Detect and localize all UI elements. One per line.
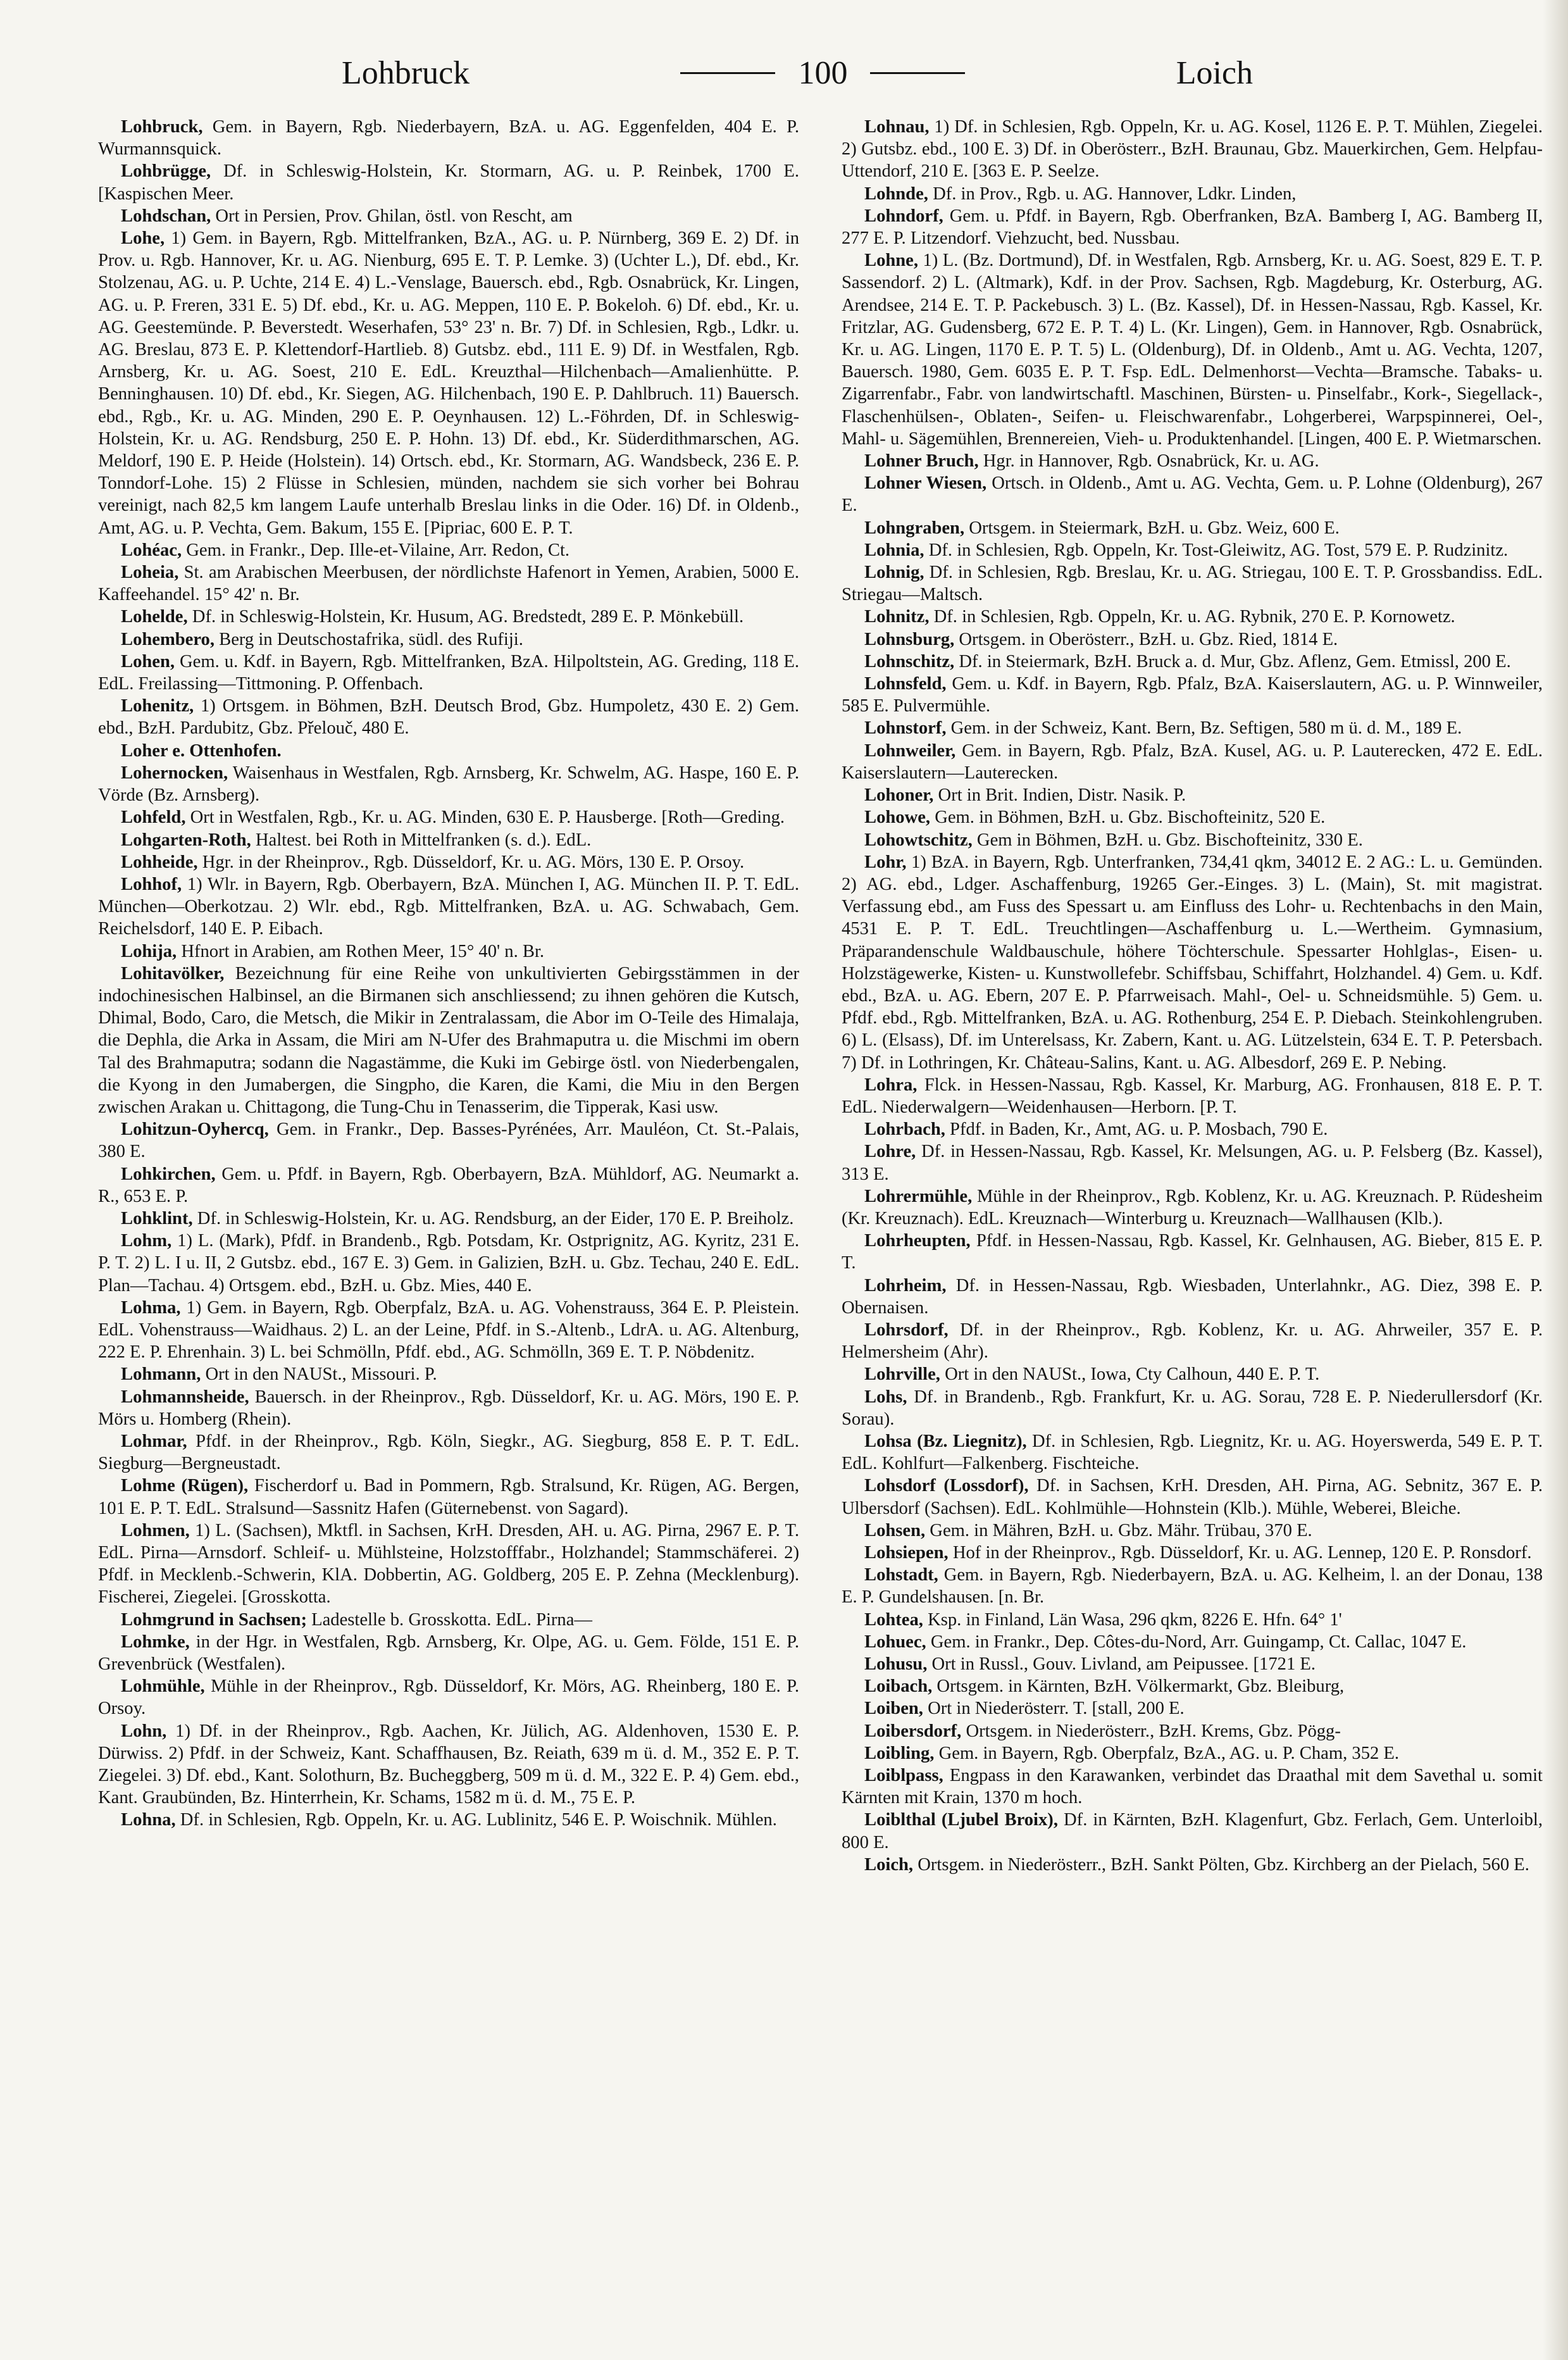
entry-text: Ksp. in Finland, Län Wasa, 296 qkm, 8226 E. Hfn. 64° 1' xyxy=(923,1609,1342,1630)
entry-text: 1) L. (Mark), Pfdf. in Brandenb., Rgb. Potsdam, Kr. Ostprignitz, AG. Kyritz, 231 E. P. T. 2) L. I u. II, 2 Gutsbz. ebd., 167 E. 3) Gem. in Galizien, BzH. u. Gbz. Techau, 240 E. EdL. Plan—Tachau. 4) Ortsgem. ebd., BzH. u. Gbz. Mies, 440 E. xyxy=(98,1231,799,1296)
dictionary-entry xyxy=(98,561,799,606)
dictionary-entry xyxy=(842,851,1543,1074)
dictionary-entry xyxy=(98,1520,799,1609)
entry-headword: Lohner Bruch, xyxy=(864,451,979,471)
entry-text: Df. in Steiermark, BzH. Bruck a. d. Mur, Gbz. Aflenz, Gem. Etmissl, 200 E. xyxy=(954,651,1511,671)
entry-headword: Lohnstorf, xyxy=(864,718,947,739)
dictionary-entry xyxy=(98,695,799,739)
dictionary-entry xyxy=(98,1675,799,1720)
dictionary-entry xyxy=(842,116,1543,183)
entry-text: Df. in Schleswig-Holstein, Kr. u. AG. Rendsburg, an der Eider, 170 E. P. Breiholz. xyxy=(192,1208,794,1228)
dictionary-entry xyxy=(98,851,799,873)
entry-headword: Lohitavölker, xyxy=(121,963,225,983)
dictionary-entry xyxy=(842,829,1543,851)
dictionary-entry xyxy=(98,1208,799,1230)
entry-text: Ortsgem. in Steiermark, BzH. u. Gbz. Weiz, 600 E. xyxy=(964,518,1340,538)
dictionary-entry xyxy=(98,740,799,762)
entry-headword: Loibach, xyxy=(864,1676,933,1697)
entry-headword: Lohembero, xyxy=(121,629,215,649)
entry-text: Flck. in Hessen-Nassau, Rgb. Kassel, Kr. Marburg, AG. Fronhausen, 818 E. P. T. EdL. Niederwalgern—Weidenhausen—Herborn. [P. T. xyxy=(842,1075,1543,1117)
page-edge-shadow xyxy=(1543,0,1568,2360)
header-last-entry: Loich xyxy=(1176,54,1253,91)
dictionary-entry xyxy=(842,1542,1543,1564)
entry-text: Mühle in der Rheinprov., Rgb. Koblenz, Kr. u. AG. Kreuznach. P. Rüdesheim (Kr. Kreuznach). EdL. Kreuznach—Winterburg u. Kreuznach—Wallhausen (Klb.). xyxy=(842,1186,1543,1228)
dictionary-entry xyxy=(842,1275,1543,1319)
entry-text: Df. in Schleswig-Holstein, Kr. Husum, AG. Bredstedt, 289 E. P. Mönkebüll. xyxy=(187,607,744,627)
dictionary-entry xyxy=(98,762,799,806)
entry-headword: Loiblthal (Ljubel Broix), xyxy=(864,1810,1058,1830)
dictionary-entry xyxy=(842,539,1543,561)
dictionary-entry xyxy=(842,1742,1543,1764)
dictionary-entry xyxy=(98,940,799,963)
entry-headword: Lohenitz, xyxy=(121,696,194,716)
entry-text: Df. in Schlesien, Rgb. Liegnitz, Kr. u. AG. Hoyerswerda, 549 E. P. T. EdL. Kohlfurt—Falkenberg. Fischteiche. xyxy=(842,1431,1543,1474)
entry-text: Bauersch. in der Rheinprov., Rgb. Düsseldorf, Kr. u. AG. Mörs, 190 E. P. Mörs u. Homberg (Rhein). xyxy=(98,1387,799,1429)
entry-headword: Loheia, xyxy=(121,563,179,583)
dictionary-entry xyxy=(842,1475,1543,1519)
entry-headword: Lohgarten-Roth, xyxy=(121,830,251,850)
dictionary-entry xyxy=(98,1475,799,1519)
entry-headword: Lohelde, xyxy=(121,607,188,627)
entry-headword: Lohra, xyxy=(864,1075,918,1095)
entry-headword: Lohne, xyxy=(864,251,919,271)
entry-text: Ortsgem. in Niederösterr., BzH. Sankt Pölten, Gbz. Kirchberg an der Pielach, 560 E. xyxy=(913,1854,1529,1875)
dictionary-entry xyxy=(98,873,799,940)
entry-headword: Lohowtschitz, xyxy=(864,830,973,850)
entry-headword: Lohrheim, xyxy=(864,1275,947,1296)
entry-headword: Lohnsfeld, xyxy=(864,674,947,694)
dictionary-entry xyxy=(842,673,1543,717)
page-header xyxy=(342,44,1253,101)
entry-text: Haltest. bei Roth in Mittelfranken (s. d.). EdL. xyxy=(251,830,592,850)
entry-headword: Lohrermühle, xyxy=(864,1186,973,1206)
entry-text: Mühle in der Rheinprov., Rgb. Düsseldorf, Kr. Mörs, AG. Rheinberg, 180 E. P. Orsoy. xyxy=(98,1676,799,1719)
entry-text: 1) Df. in der Rheinprov., Rgb. Aachen, Kr. Jülich, AG. Aldenhoven, 1530 E. P. Dürwiss. 2) Pfdf. in der Schweiz, Kant. Schaffhausen, Bz. Reiath, 639 m ü. d. M., 352 E. P. T. Ziegelei. 3) Df. ebd., Kant. Solothurn, Bz. Bucheggberg, 509 m ü. d. M., 322 E. P. 4) Gem. ebd., Kant. Graubünden, Bz. Hinterrhein, Kr. Schams, 1582 m ü. d. M., 75 E. P. xyxy=(98,1721,799,1808)
entry-headword: Lohmannsheide, xyxy=(121,1387,249,1407)
dictionary-entry xyxy=(98,1230,799,1297)
dictionary-entry xyxy=(842,1809,1543,1853)
entry-headword: Lohner Wiesen, xyxy=(864,473,987,494)
entry-text: 1) Wlr. in Bayern, Rgb. Oberbayern, BzA. München I, AG. München II. P. T. EdL. München—Oberkotzau. 2) Wlr. ebd., Rgb. Mittelfranken, BzA. u. AG. Schwabach, Gem. Reichelsdorf, 140 E. P. Eibach. xyxy=(98,874,799,939)
entry-text: Ort in Brit. Indien, Distr. Nasik. P. xyxy=(933,785,1186,806)
dictionary-entry xyxy=(842,1764,1543,1809)
entry-text: Pfdf. in Baden, Kr., Amt, AG. u. P. Mosbach, 790 E. xyxy=(945,1120,1328,1140)
dictionary-entry xyxy=(98,1430,799,1475)
header-dash-left xyxy=(680,72,775,74)
entry-headword: Lohernocken, xyxy=(121,763,228,783)
entry-text: Gem. in Böhmen, BzH. u. Gbz. Bischofteinitz, 520 E. xyxy=(930,808,1326,828)
entry-headword: Lohéac, xyxy=(121,540,182,560)
entry-headword: Lohstadt, xyxy=(864,1565,938,1585)
entry-headword: Lohsiepen, xyxy=(864,1543,949,1563)
entry-text: Df. in Hessen-Nassau, Rgb. Wiesbaden, Unterlahnkr., AG. Diez, 398 E. P. Obernaisen. xyxy=(842,1275,1543,1318)
dictionary-entry xyxy=(98,628,799,651)
entry-headword: Lohuec, xyxy=(864,1632,926,1652)
entry-headword: Lohrville, xyxy=(864,1364,940,1385)
entry-headword: Lohma, xyxy=(121,1297,181,1318)
entry-headword: Lohngraben, xyxy=(864,518,965,538)
entry-text: 1) Gem. in Bayern, Rgb. Mittelfranken, BzA., AG. u. P. Nürnberg, 369 E. 2) Df. in Prov. u. Rgb. Hannover, Kr. u. AG. Nienburg, 695 E. T. P. Lemke. 3) (Uchter L.), Df. ebd., Kr. Stolzenau, AG. u. P. Uchte, 214 E. 4) L.-Venslage, Bauersch. ebd., Rgb. Osnabrück, Kr. Lingen, AG. u. P. Freren, 331 E. 5) Df. ebd., Kr. u. AG. Meppen, 110 E. P. Bokeloh. 6) Df. ebd., Kr. u. AG. Geestemünde. P. Beverstedt. Weserhafen, 53° 23' n. Br. 7) Df. in Schlesien, Rgb., Ldkr. u. AG. Breslau, 873 E. P. Klettendorf-Hartlieb. 8) Gutsbz. ebd., 111 E. 9) Df. in Westfalen, Rgb. Arnsberg, Kr. u. AG. Soest, 210 E. EdL. Kreuzthal—Hilchenbach—Amalienhütte. P. Benninghausen. 10) Df. ebd., Kr. Siegen, AG. Hilchenbach, 190 E. P. Dahlbruch. 11) Bauersch. ebd., Rgb., Kr. u. AG. Minden, 290 E. P. Oeynhausen. 12) L.-Föhrden, Df. in Schleswig-Holstein, Kr. u. AG. Rendsburg, 250 E. P. Hohn. 13) Df. ebd., Kr. Süderdithmarschen, AG. Meldorf, 190 E. P. Heide (Holstein). 14) Ortsch. ebd., Kr. Stormarn, AG. Wandsbeck, 236 E. P. Tonndorf-Lohe. 15) 2 Flüsse in Schlesien, münden, nachdem sie sich vorher bei Bohrau vereinigt, nach 82,5 km langem Laufe unterhalb Breslau links in die Oder. 16) Df. in Oldenb., Amt, AG. u. P. Vechta, Gem. Bakum, 155 E. [Pipriac, 600 E. P. T. xyxy=(98,228,799,538)
dictionary-entry xyxy=(842,1564,1543,1608)
entry-headword: Lohmühle, xyxy=(121,1676,205,1697)
entry-headword: Lohmke, xyxy=(121,1632,190,1652)
dictionary-entry xyxy=(842,651,1543,673)
dictionary-entry xyxy=(98,160,799,204)
entry-text: Ortsch. in Oldenb., Amt u. AG. Vechta, Gem. u. P. Lohne (Oldenburg), 267 E. xyxy=(842,473,1543,516)
entry-text: Berg in Deutschostafrika, südl. des Rufiji. xyxy=(215,629,523,649)
entry-headword: Lohndorf, xyxy=(864,206,943,226)
entry-text: Df. in Prov., Rgb. u. AG. Hannover, Ldkr. Linden, xyxy=(928,184,1297,204)
entry-headword: Lohdschan, xyxy=(121,206,211,226)
entry-text: Gem in Böhmen, BzH. u. Gbz. Bischofteinitz, 330 E. xyxy=(972,830,1363,850)
entry-headword: Lohfeld, xyxy=(121,808,186,828)
dictionary-entry xyxy=(842,183,1543,205)
dictionary-entry xyxy=(842,628,1543,651)
dictionary-entry xyxy=(842,1520,1543,1542)
entry-text: Engpass in den Karawanken, verbindet das Draathal mit dem Savethal u. somit Kärnten mit Krain, 1370 m hoch. xyxy=(842,1766,1543,1808)
entry-headword: Loiben, xyxy=(864,1699,923,1719)
entry-headword: Lohitzun-Oyhercq, xyxy=(121,1120,269,1140)
left-column xyxy=(98,116,799,2331)
entry-text: Df. in Schlesien, Rgb. Breslau, Kr. u. AG. Striegau, 100 E. T. P. Grossbandiss. EdL. Striegau—Maltsch. xyxy=(842,563,1543,605)
entry-text: Df. in der Rheinprov., Rgb. Koblenz, Kr. u. AG. Ahrweiler, 357 E. P. Helmersheim (Ahr). xyxy=(842,1320,1543,1363)
entry-text: Ortsgem. in Kärnten, BzH. Völkermarkt, Gbz. Bleiburg, xyxy=(932,1676,1345,1697)
dictionary-entry xyxy=(842,1653,1543,1675)
entry-text: Df. in Hessen-Nassau, Rgb. Kassel, Kr. Melsungen, AG. u. P. Felsberg (Bz. Kassel), 313 E. xyxy=(842,1142,1543,1184)
entry-headword: Lohbruck, xyxy=(121,117,203,137)
entry-text: Df. in Schleswig-Holstein, Kr. Stormarn, AG. u. P. Reinbek, 1700 E. [Kaspischen Meer. xyxy=(98,161,799,204)
entry-text: Pfdf. in der Rheinprov., Rgb. Köln, Siegkr., AG. Siegburg, 858 E. P. T. EdL. Siegburg—Bergneustadt. xyxy=(98,1431,799,1474)
entry-headword: Lohm, xyxy=(121,1231,172,1251)
entry-headword: Lohnsburg, xyxy=(864,629,955,649)
entry-text: Ort in Niederösterr. T. [stall, 200 E. xyxy=(923,1699,1185,1719)
entry-headword: Lohija, xyxy=(121,941,177,961)
entry-text: Df. in Sachsen, KrH. Dresden, AH. Pirna, AG. Sebnitz, 367 E. P. Ulbersdorf (Sachsen). EdL. Kohlmühle—Hohnstein (Klb.). Mühle, Weberei, Bleiche. xyxy=(842,1476,1543,1518)
entry-headword: Lohoner, xyxy=(864,785,934,806)
entry-text: Df. in Schlesien, Rgb. Oppeln, Kr. u. AG. Rybnik, 270 E. P. Kornowetz. xyxy=(929,607,1455,627)
dictionary-entry xyxy=(98,205,799,227)
entry-headword: Lohmen, xyxy=(121,1520,190,1540)
entry-text: 1) L. (Sachsen), Mktfl. in Sachsen, KrH. Dresden, AH. u. AG. Pirna, 2967 E. P. T. EdL. Pirna—Arnsdorf. Schleif- u. Mühlsteine, Holzstofffabr., Holzhandel; Stammschäferei. 2) Pfdf. in Mecklenb.-Schwerin, KlA. Dobbertin, AG. Goldberg, 205 E. P. Zehna (Mecklenburg). Fischerei, Ziegelei. [Grosskotta. xyxy=(98,1520,799,1608)
header-page-number-group xyxy=(680,54,965,92)
dictionary-entry xyxy=(842,717,1543,739)
entry-headword: Lohe, xyxy=(121,228,165,249)
dictionary-entry xyxy=(98,539,799,561)
entry-text: Ort in den NAUSt., Missouri. P. xyxy=(201,1364,437,1385)
entry-text: Waisenhaus in Westfalen, Rgb. Arnsberg, Kr. Schwelm, AG. Haspe, 160 E. P. Vörde (Bz. Arnsberg). xyxy=(98,763,799,806)
entry-text: Ort in Westfalen, Rgb., Kr. u. AG. Minden, 630 E. P. Hausberge. [Roth—Greding. xyxy=(185,808,785,828)
dictionary-entry xyxy=(842,472,1543,516)
entry-text: St. am Arabischen Meerbusen, der nördlichste Hafenort in Yemen, Arabien, 5000 E. Kaffeehandel. 15° 42' n. Br. xyxy=(98,563,799,605)
dictionary-entry xyxy=(98,116,799,160)
entry-headword: Lohnia, xyxy=(864,540,924,560)
dictionary-entry xyxy=(842,1074,1543,1118)
entry-text: Bezeichnung für eine Reihe von unkultivierten Gebirgsstämmen in der indochinesischen Halbinsel, an die Birmanen sich anschliessend; zu ihnen gehören die Kutsch, Dhimal, Bodo, Caro, die Metsch, die Mikir in Zentralassam, die Abor im O-Teile des Himalaja, die Dephla, die Arka in Assam, die Miri am N-Ufer des Brahmaputra u. die Mischmi im obern Tal des Brahmaputra; sodann die Nagastämme, die Kuki im Gebirge östl. von Niederbengalen, die Kyong in den Jumabergen, die Singpho, die Karen, die Kami, die Miu in den Bergen zwischen Arakan u. Chittagong, die Tung-Chu in Tenasserim, die Tipperak, Kasi usw. xyxy=(98,963,799,1117)
header-first-entry: Lohbruck xyxy=(342,54,470,91)
entry-headword: Lohbrügge, xyxy=(121,161,211,182)
entry-headword: Lohme (Rügen), xyxy=(121,1476,249,1496)
dictionary-entry xyxy=(842,1230,1543,1274)
dictionary-entry xyxy=(842,1675,1543,1697)
dictionary-entry xyxy=(842,740,1543,784)
entry-text: Ort in den NAUSt., Iowa, Cty Calhoun, 440 E. P. T. xyxy=(940,1364,1320,1385)
entry-text: 1) Df. in Schlesien, Rgb. Oppeln, Kr. u. AG. Kosel, 1126 E. P. T. Mühlen, Ziegelei. 2) Gutsbz. ebd., 100 E. 3) Df. in Oberösterr., BzH. Braunau, Gbz. Mauerkirchen, Gem. Helpfau-Uttendorf, 210 E. [363 E. P. Seelze. xyxy=(842,117,1543,182)
dictionary-entry xyxy=(842,249,1543,450)
dictionary-entry xyxy=(842,450,1543,472)
dictionary-entry xyxy=(842,1140,1543,1185)
right-column xyxy=(842,116,1543,2331)
entry-headword: Lohnau, xyxy=(864,117,930,137)
dictionary-entry xyxy=(842,1185,1543,1230)
entry-text: Gem. u. Kdf. in Bayern, Rgb. Mittelfranken, BzA. Hilpoltstein, AG. Greding, 118 E. EdL. Freilassing—Tittmoning. P. Offenbach. xyxy=(98,651,799,694)
header-dash-right xyxy=(870,72,965,74)
dictionary-entry xyxy=(98,227,799,539)
entry-text: Hgr. in der Rheinprov., Rgb. Düsseldorf, Kr. u. AG. Mörs, 130 E. P. Orsoy. xyxy=(197,852,745,872)
entry-headword: Lohr, xyxy=(864,852,907,872)
entry-text: Gem. in Frankr., Dep. Côtes-du-Nord, Arr. Guingamp, Ct. Callac, 1047 E. xyxy=(926,1632,1467,1652)
dictionary-entry xyxy=(842,561,1543,606)
entry-text: Gem. in Bayern, Rgb. Niederbayern, BzA. u. AG. Kelheim, l. an der Donau, 138 E. P. Gundelshausen. [n. Br. xyxy=(842,1565,1543,1608)
entry-text: 1) BzA. in Bayern, Rgb. Unterfranken, 734,41 qkm, 34012 E. 2 AG.: L. u. Gemünden. 2) AG. ebd., Ldger. Aschaffenburg, 19265 Ger.-Einges. 3) L. (Main), St. mit magistrat. Verfassung ebd., am Fuss des Spessart u. am Einfluss des Lohr- u. Rechtenbachs in den Main, 4531 E. P. T. EdL. Treuchtlingen—Aschaffenburg u. L.—Wertheim. Gymnasium, Präparandenschule Waldbauschule, höhere Töchterschule. Spessarter Hohlglas-, Eisen- u. Holzstägewerke, Kisten- u. Kunstwollefebr. Schiffsbau, Schiffahrt, Holzhandel. 4) Gem. u. Kdf. ebd., BzA. u. AG. Ebern, 207 E. P. Pfarrweisach. Mahl-, Oel- u. Schneidsmühle. 5) Gem. u. Pfdf. ebd., Rgb. Mittelfranken, BzA. u. AG. Rothenburg, 254 E. P. Diebach. Steinkohlengruben. 6) L. (Elsass), Df. im Unterelsass, Kr. Zabern, Kant. u. AG. Lützelstein, 634 E. T. P. Petersbach. 7) Df. in Lothringen, Kr. Château-Salins, Kant. u. AG. Albesdorf, 269 E. P. Nebing. xyxy=(842,852,1543,1073)
entry-headword: Lohrheupten, xyxy=(864,1231,971,1251)
dictionary-entry xyxy=(98,1809,799,1831)
entry-text: Fischerdorf u. Bad in Pommern, Rgb. Stralsund, Kr. Rügen, AG. Bergen, 101 E. P. T. EdL. Stralsund—Sassnitz Hafen (Güternebenst. von Sagard). xyxy=(98,1476,799,1518)
entry-headword: Lohsen, xyxy=(864,1520,926,1540)
dictionary-entry xyxy=(842,1430,1543,1475)
dictionary-entry xyxy=(98,606,799,628)
entry-headword: Lohnig, xyxy=(864,563,924,583)
entry-text: Ortsgem. in Niederösterr., BzH. Krems, Gbz. Pögg- xyxy=(961,1721,1341,1741)
entry-text: Gem. in Bayern, Rgb. Niederbayern, BzA. u. AG. Eggenfelden, 404 E. P. Wurmannsquick. xyxy=(98,117,799,159)
entry-text: Hgr. in Hannover, Rgb. Osnabrück, Kr. u. AG. xyxy=(978,451,1319,471)
dictionary-entry xyxy=(98,651,799,695)
entry-headword: Loiblpass, xyxy=(864,1766,943,1786)
entry-headword: Lohna, xyxy=(121,1810,176,1830)
dictionary-entry xyxy=(842,517,1543,539)
entry-headword: Lohmann, xyxy=(121,1364,201,1385)
entry-text: Ortsgem. in Oberösterr., BzH. u. Gbz. Ried, 1814 E. xyxy=(954,629,1338,649)
dictionary-entry xyxy=(842,1363,1543,1385)
entry-text: Df. in Brandenb., Rgb. Frankfurt, Kr. u. AG. Sorau, 728 E. P. Niederullersdorf (Kr. Sorau). xyxy=(842,1387,1543,1429)
entry-text: Gem. in Frankr., Dep. Basses-Pyrénées, Arr. Mauléon, Ct. St.-Palais, 380 E. xyxy=(98,1120,799,1162)
page-number: 100 xyxy=(798,54,848,91)
entry-text: Ort in Persien, Prov. Ghilan, östl. von Rescht, am xyxy=(211,206,573,226)
entry-headword: Loibling, xyxy=(864,1743,935,1763)
entry-headword: Loich, xyxy=(864,1854,914,1875)
dictionary-entry xyxy=(98,1720,799,1809)
entry-headword: Lohnweiler, xyxy=(864,740,956,761)
dictionary-entry xyxy=(98,963,799,1118)
entry-headword: Lohrbach, xyxy=(864,1120,945,1140)
entry-headword: Lohowe, xyxy=(864,808,931,828)
dictionary-entry xyxy=(842,205,1543,249)
entry-text: Df. in Kärnten, BzH. Klagenfurt, Gbz. Ferlach, Gem. Unterloibl, 800 E. xyxy=(842,1810,1543,1852)
entry-headword: Lohn, xyxy=(121,1721,167,1741)
entry-headword: Loibersdorf, xyxy=(864,1721,962,1741)
entry-text: 1) L. (Bz. Dortmund), Df. in Westfalen, Rgb. Arnsberg, Kr. u. AG. Soest, 829 E. T. P. Sassendorf. 2) L. (Altmark), Kdf. in der Prov. Sachsen, Rgb. Magdeburg, Kr. Osterburg, AG. Arendsee, 214 E. T. P. Packebusch. 3) L. (Bz. Kassel), Df. in Hessen-Nassau, Rgb. Kassel, Kr. Fritzlar, AG. Gudensberg, 672 E. P. T. 4) L. (Kr. Lingen), Gem. in Hannover, Rgb. Osnabrück, Kr. u. AG. Lingen, 1170 E. P. T. 5) L. (Oldenburg), Df. in Oldenb., Amt u. AG. Vechta, 1207, Bauersch. 1980, Gem. 6035 E. P. T. Fsp. EdL. Delmenhorst—Vechta—Bramsche. Tabaks- u. Zigarrenfabr., Fabr. von landwirtschaftl. Maschinen, Bürsten- u. Pinselfabr., Kork-, Siegellack-, Flaschenhülsen-, Oblaten-, Seifen- u. Fleischwarenfabr., Lohgerberei, Warpspinnerei, Oel-, Mahl- u. Sägemühlen, Brennereien, Vieh- u. Produktenhandel. [Lingen, 400 E. P. Wietmarschen. xyxy=(842,251,1543,449)
entry-headword: Lohre, xyxy=(864,1142,916,1162)
entry-headword: Loher e. Ottenhofen. xyxy=(121,740,282,761)
dictionary-entry xyxy=(842,806,1543,828)
dictionary-entry xyxy=(842,1118,1543,1140)
entry-text: 1) Gem. in Bayern, Rgb. Oberpfalz, BzA. u. AG. Vohenstrauss, 364 E. P. Pleistein. EdL. Vohenstrauss—Waidhaus. 2) L. an der Leine, Pfdf. in S.-Altenb., LdrA. u. AG. Altenburg, 222 E. P. Ehrenhain. 3) L. bei Schmölln, Pfdf. ebd., AG. Schmölln, 369 E. T. P. Nöbdenitz. xyxy=(98,1297,799,1363)
entry-headword: Lohklint, xyxy=(121,1208,193,1228)
dictionary-entry xyxy=(842,1854,1543,1876)
entry-text: Df. in Schlesien, Rgb. Oppeln, Kr. u. AG. Lublinitz, 546 E. P. Woischnik. Mühlen. xyxy=(175,1810,777,1830)
dictionary-entry xyxy=(842,1386,1543,1430)
entry-text: Gem. u. Kdf. in Bayern, Rgb. Pfalz, BzA. Kaiserslautern, AG. u. P. Winnweiler, 585 E. Pulvermühle. xyxy=(842,674,1543,716)
dictionary-entry xyxy=(842,784,1543,806)
entry-headword: Lohheide, xyxy=(121,852,198,872)
dictionary-entry xyxy=(98,806,799,828)
dictionary-entry xyxy=(842,1609,1543,1631)
entry-headword: Lohs, xyxy=(864,1387,907,1407)
entry-text: Gem. in Bayern, Rgb. Oberpfalz, BzA., AG. u. P. Cham, 352 E. xyxy=(934,1743,1400,1763)
entry-headword: Lohen, xyxy=(121,651,175,671)
entry-text: Hof in der Rheinprov., Rgb. Düsseldorf, Kr. u. AG. Lennep, 120 E. P. Ronsdorf. xyxy=(948,1543,1532,1563)
dictionary-entry xyxy=(842,606,1543,628)
dictionary-entry xyxy=(842,1319,1543,1363)
entry-headword: Lohsa (Bz. Liegnitz), xyxy=(864,1431,1027,1451)
entry-headword: Lohhof, xyxy=(121,874,182,894)
entry-headword: Lohtea, xyxy=(864,1609,923,1630)
dictionary-entry xyxy=(98,1609,799,1631)
entry-headword: Lohnschitz, xyxy=(864,651,955,671)
entry-text: Ladestelle b. Grosskotta. EdL. Pirna— xyxy=(306,1609,593,1630)
entry-headword: Lohrsdorf, xyxy=(864,1320,949,1340)
entry-headword: Lohsdorf (Lossdorf), xyxy=(864,1476,1029,1496)
entry-headword: Lohmar, xyxy=(121,1431,187,1451)
entry-text: in der Hgr. in Westfalen, Rgb. Arnsberg, Kr. Olpe, AG. u. Gem. Földe, 151 E. P. Grevenbrück (Westfalen). xyxy=(98,1632,799,1675)
dictionary-entry xyxy=(842,1720,1543,1742)
dictionary-entry xyxy=(842,1697,1543,1720)
entry-headword: Lohkirchen, xyxy=(121,1164,216,1184)
entry-headword: Lohusu, xyxy=(864,1654,928,1675)
entry-headword: Lohnitz, xyxy=(864,607,930,627)
dictionary-entry xyxy=(98,1363,799,1385)
entry-headword: Lohnde, xyxy=(864,184,928,204)
entry-text: Gem. in Mähren, BzH. u. Gbz. Mähr. Trübau, 370 E. xyxy=(925,1520,1312,1540)
dictionary-entry xyxy=(98,1631,799,1675)
entry-text: Gem. in Frankr., Dep. Ille-et-Vilaine, Arr. Redon, Ct. xyxy=(182,540,570,560)
entry-text: Ort in Russl., Gouv. Livland, am Peipussee. [1721 E. xyxy=(927,1654,1316,1675)
entry-text: Gem. u. Pfdf. in Bayern, Rgb. Oberbayern, BzA. Mühldorf, AG. Neumarkt a. R., 653 E. P. xyxy=(98,1164,799,1206)
entry-text: 1) Ortsgem. in Böhmen, BzH. Deutsch Brod, Gbz. Humpoletz, 430 E. 2) Gem. ebd., BzH. Pardubitz, Gbz. Přelouč, 480 E. xyxy=(98,696,799,739)
entry-text: Hfnort in Arabien, am Rothen Meer, 15° 40' n. Br. xyxy=(177,941,545,961)
entry-text: Gem. in Bayern, Rgb. Pfalz, BzA. Kusel, AG. u. P. Lauterecken, 472 E. EdL. Kaiserslautern—Lauterecken. xyxy=(842,740,1543,783)
entry-text: Df. in Schlesien, Rgb. Oppeln, Kr. Tost-Gleiwitz, AG. Tost, 579 E. P. Rudzinitz. xyxy=(924,540,1509,560)
dictionary-entry xyxy=(98,1297,799,1364)
entry-text: Gem. in der Schweiz, Kant. Bern, Bz. Seftigen, 580 m ü. d. M., 189 E. xyxy=(946,718,1462,739)
dictionary-entry xyxy=(98,1386,799,1430)
dictionary-entry xyxy=(98,829,799,851)
dictionary-entry xyxy=(842,1631,1543,1653)
entry-text: Pfdf. in Hessen-Nassau, Rgb. Kassel, Kr. Gelnhausen, AG. Bieber, 815 E. P. T. xyxy=(842,1231,1543,1273)
dictionary-entry xyxy=(98,1118,799,1163)
dictionary-entry xyxy=(98,1163,799,1208)
entry-text: Gem. u. Pfdf. in Bayern, Rgb. Oberfranken, BzA. Bamberg I, AG. Bamberg II, 277 E. P. Litzendorf. Viehzucht, bed. Nussbau. xyxy=(842,206,1543,249)
entry-headword: Lohmgrund in Sachsen; xyxy=(121,1609,307,1630)
